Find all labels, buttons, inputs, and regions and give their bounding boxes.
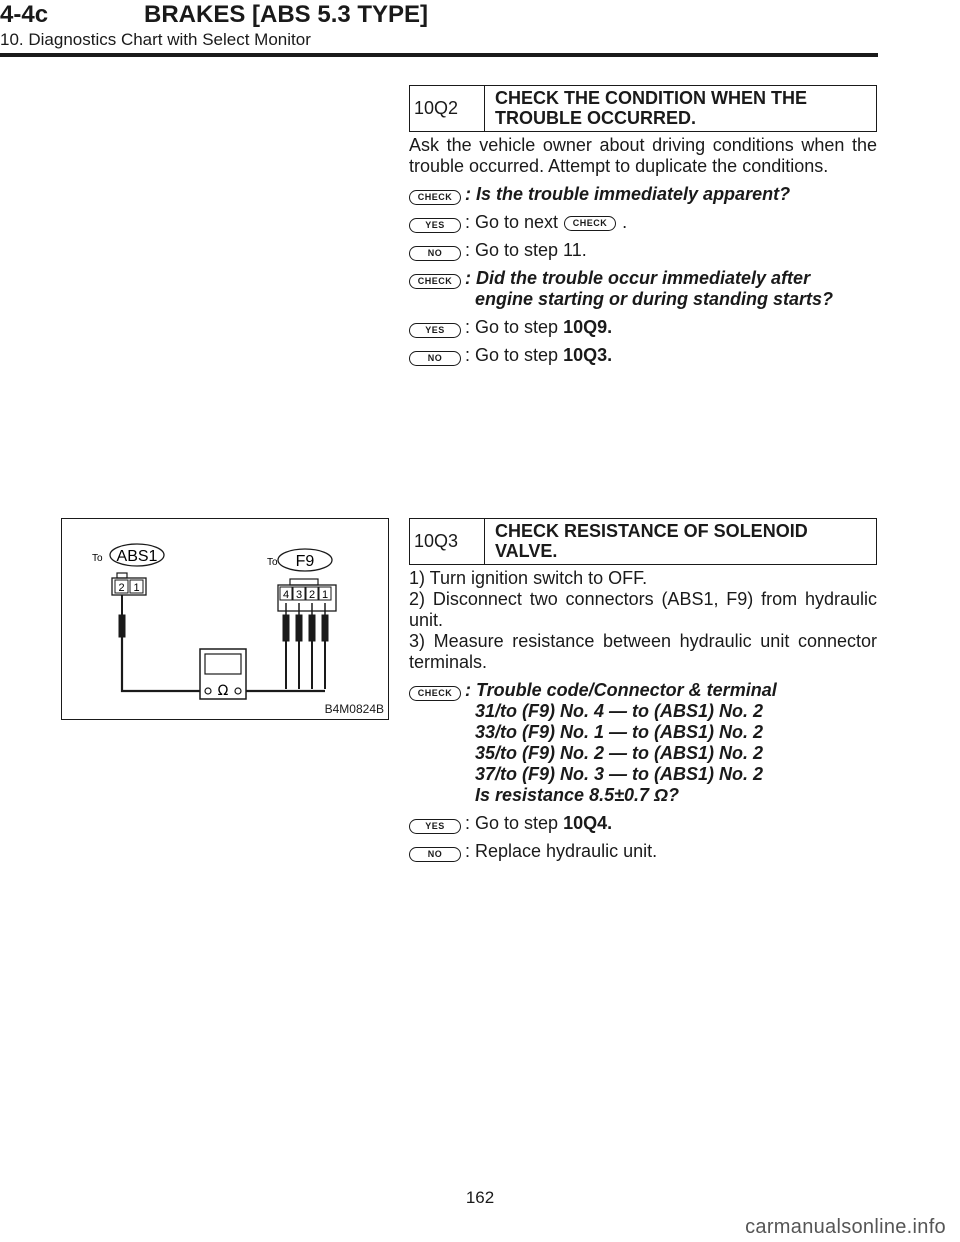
question-line: 35/to (F9) No. 2 — to (ABS1) No. 2 — [475, 743, 764, 763]
no-badge-icon: NO — [409, 847, 461, 862]
pin-number: 1 — [133, 582, 140, 594]
pin-number: 1 — [321, 589, 329, 601]
no-row — [409, 345, 877, 366]
procedure-step: 3) Measure resistance between hydraulic unit connector terminals. — [409, 631, 877, 672]
step-link[interactable]: 10Q4. — [563, 813, 613, 833]
check-question: : Is the trouble immediately apparent? — [465, 184, 791, 204]
question-line: Is resistance 8.5±0.7 Ω? — [475, 785, 680, 805]
check-badge-icon: CHECK — [409, 686, 461, 701]
page-subtitle: 10. Diagnostics Chart with Select Monitor — [0, 30, 311, 49]
no-answer-text: : Go to step — [465, 345, 559, 365]
check-badge-icon: CHECK — [409, 190, 461, 205]
question-line: engine starting or during standing starts? — [475, 289, 834, 309]
step-title: CHECK THE CONDITION WHEN THE TROUBLE OCCURRED. — [484, 86, 876, 131]
figure-code: B4M0824B — [324, 702, 384, 716]
yes-badge-icon: YES — [409, 323, 461, 338]
no-answer — [465, 345, 877, 366]
check-question — [465, 268, 877, 310]
wiring-diagram — [61, 518, 389, 720]
yes-row — [409, 212, 877, 233]
no-answer: : Replace hydraulic unit. — [465, 841, 658, 861]
no-badge-icon: NO — [409, 351, 461, 366]
procedure-step: 2) Disconnect two connectors (ABS1, F9) from hydraulic unit. — [409, 589, 877, 630]
no-answer: : Go to step 11. — [465, 240, 587, 260]
step-link[interactable]: 10Q3. — [563, 345, 613, 365]
ohm-symbol: Ω — [217, 683, 229, 699]
step-id: 10Q2 — [414, 98, 459, 118]
circuit-drawing — [62, 519, 388, 719]
step-header — [409, 85, 877, 132]
check-badge-icon: CHECK — [564, 216, 616, 231]
check-row — [409, 680, 877, 806]
yes-badge-icon: YES — [409, 218, 461, 233]
yes-answer — [465, 317, 877, 338]
page-title: BRAKES [ABS 5.3 TYPE] — [144, 1, 429, 28]
to-label: To — [92, 553, 103, 564]
yes-row — [409, 813, 877, 834]
check-row — [409, 184, 877, 205]
step-instructions: Ask the vehicle owner about driving conditions when the trouble occurred. Attempt to duplicate the conditions. — [409, 135, 877, 176]
yes-answer — [465, 813, 877, 834]
f9-label: F9 — [295, 553, 315, 570]
step-id: 10Q3 — [414, 531, 459, 551]
pin-number: 3 — [295, 589, 303, 601]
abs1-connector — [112, 578, 146, 595]
question-line: 33/to (F9) No. 1 — to (ABS1) No. 2 — [475, 722, 764, 742]
header-rule — [0, 53, 878, 57]
question-line: : Trouble code/Connector & terminal — [465, 680, 777, 700]
no-row — [409, 841, 877, 862]
no-badge-icon: NO — [409, 246, 461, 261]
check-question — [465, 680, 877, 806]
question-line: 37/to (F9) No. 3 — to (ABS1) No. 2 — [475, 764, 764, 784]
no-row — [409, 240, 877, 261]
section-number: 4-4c — [0, 1, 49, 28]
question-line: : Did the trouble occur immediately after — [465, 268, 811, 288]
check-row — [409, 268, 877, 310]
pin-number: 2 — [308, 589, 316, 601]
yes-answer-text: : Go to step — [465, 317, 559, 337]
pin-number: 4 — [282, 589, 290, 601]
yes-answer — [465, 212, 877, 233]
step-10q2 — [409, 85, 877, 366]
step-link[interactable]: 10Q9. — [563, 317, 613, 337]
step-title: CHECK RESISTANCE OF SOLENOID VALVE. — [484, 519, 876, 564]
watermark-link[interactable]: carmanualsonline.info — [745, 1216, 946, 1238]
step-10q3 — [409, 518, 877, 862]
pin-number: 2 — [118, 582, 125, 594]
yes-row — [409, 317, 877, 338]
yes-badge-icon: YES — [409, 819, 461, 834]
to-label: To — [267, 557, 278, 568]
abs1-label: ABS1 — [116, 548, 158, 565]
yes-answer-period: . — [622, 212, 628, 232]
question-line: 31/to (F9) No. 4 — to (ABS1) No. 2 — [475, 701, 764, 721]
yes-answer-text: : Go to next — [465, 212, 559, 232]
check-badge-icon: CHECK — [409, 274, 461, 289]
procedure-step: 1) Turn ignition switch to OFF. — [409, 568, 648, 588]
page-number: 162 — [465, 1188, 495, 1207]
step-header — [409, 518, 877, 565]
yes-answer-text: : Go to step — [465, 813, 559, 833]
